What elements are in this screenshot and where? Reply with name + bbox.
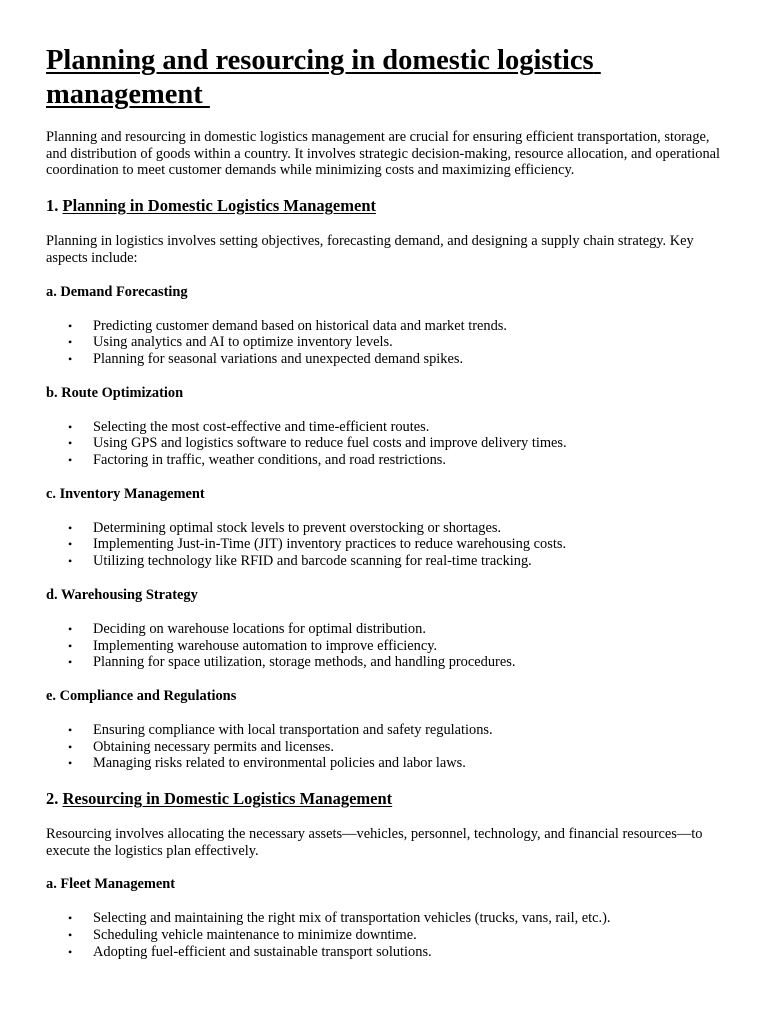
section-number: 2.: [46, 789, 59, 809]
bullet-icon: •: [68, 554, 73, 569]
subsection-heading: a. Demand Forecasting: [46, 283, 188, 300]
bullet-icon: •: [68, 911, 73, 926]
list-item: [46, 638, 722, 655]
list-item-text: Determining optimal stock levels to prevent overstocking or shortages.: [93, 519, 502, 536]
sections-container: [46, 196, 722, 960]
list-item-text: Selecting the most cost-effective and time-efficient routes.: [93, 418, 430, 435]
bullet-list: [46, 722, 722, 772]
list-item: [46, 927, 722, 944]
section-description: Planning in logistics involves setting objectives, forecasting demand, and designing a supply chain strategy. Key aspects include:: [46, 233, 694, 266]
list-item: [46, 536, 722, 553]
list-item: [46, 722, 722, 739]
list-item: [46, 654, 722, 671]
list-item: [46, 739, 722, 756]
list-item: [46, 553, 722, 570]
list-item-text: Managing risks related to environmental policies and labor laws.: [93, 755, 466, 772]
subsection-heading: b. Route Optimization: [46, 384, 184, 401]
list-item-text: Obtaining necessary permits and licenses.: [93, 738, 334, 755]
list-item-text: Implementing Just-in-Time (JIT) inventory practices to reduce warehousing costs.: [93, 536, 567, 553]
subsection-heading: c. Inventory Management: [46, 485, 205, 502]
bullet-icon: •: [68, 335, 73, 350]
list-item-text: Planning for space utilization, storage methods, and handling procedures.: [93, 654, 516, 671]
list-item-text: Using analytics and AI to optimize inventory levels.: [93, 334, 393, 351]
list-item-text: Predicting customer demand based on historical data and market trends.: [93, 317, 508, 334]
list-item: [46, 318, 722, 335]
list-item-text: Scheduling vehicle maintenance to minimize downtime.: [93, 927, 417, 944]
section-description: Resourcing involves allocating the necessary assets—vehicles, personnel, technology, and financial resources—to execute the logistics plan effectively.: [46, 826, 703, 859]
bullet-icon: •: [68, 655, 73, 670]
list-item-text: Selecting and maintaining the right mix of transportation vehicles (trucks, vans, rail, etc.).: [93, 910, 611, 927]
list-item: [46, 910, 722, 927]
list-item-text: Deciding on warehouse locations for optimal distribution.: [93, 620, 426, 637]
list-item: [46, 944, 722, 961]
bullet-icon: •: [68, 351, 73, 366]
section-heading: [46, 789, 722, 809]
bullet-list: [46, 910, 722, 960]
bullet-icon: •: [68, 756, 73, 771]
bullet-list: [46, 419, 722, 469]
bullet-icon: •: [68, 739, 73, 754]
list-item-text: Implementing warehouse automation to improve efficiency.: [93, 637, 438, 654]
section-title: Resourcing in Domestic Logistics Management: [62, 789, 393, 809]
list-item: [46, 621, 722, 638]
bullet-icon: •: [68, 419, 73, 434]
list-item-text: Adopting fuel-efficient and sustainable transport solutions.: [93, 943, 432, 960]
bullet-icon: •: [68, 621, 73, 636]
intro-paragraph: Planning and resourcing in domestic logistics management are crucial for ensuring efficient transportation, storage, and distribution of goods within a country. It involves strategic decision-making, resource allocation, and operational coordination to meet customer demands while minimizing costs and maximizing efficiency.: [46, 129, 721, 179]
list-item-text: Ensuring compliance with local transportation and safety regulations.: [93, 721, 493, 738]
list-item: [46, 334, 722, 351]
document-title: Planning and resourcing in domestic logistics management: [46, 45, 601, 110]
bullet-icon: •: [68, 453, 73, 468]
section-heading: [46, 196, 722, 216]
section-title: Planning in Domestic Logistics Management: [62, 196, 376, 216]
subsection-heading: e. Compliance and Regulations: [46, 687, 237, 704]
bullet-icon: •: [68, 928, 73, 943]
bullet-icon: •: [68, 722, 73, 737]
bullet-list: [46, 520, 722, 570]
bullet-icon: •: [68, 944, 73, 959]
list-item: [46, 351, 722, 368]
bullet-icon: •: [68, 520, 73, 535]
bullet-list: [46, 318, 722, 368]
list-item-text: Planning for seasonal variations and unexpected demand spikes.: [93, 350, 464, 367]
bullet-list: [46, 621, 722, 671]
bullet-icon: •: [68, 318, 73, 333]
list-item-text: Factoring in traffic, weather conditions, and road restrictions.: [93, 452, 446, 469]
list-item: [46, 755, 722, 772]
list-item-text: Using GPS and logistics software to reduce fuel costs and improve delivery times.: [93, 435, 567, 452]
bullet-icon: •: [68, 436, 73, 451]
list-item: [46, 520, 722, 537]
list-item: [46, 419, 722, 436]
list-item: [46, 452, 722, 469]
list-item: [46, 435, 722, 452]
subsection-heading: a. Fleet Management: [46, 876, 176, 893]
list-item-text: Utilizing technology like RFID and barcode scanning for real-time tracking.: [93, 553, 532, 570]
section-number: 1.: [46, 196, 59, 216]
subsection-heading: d. Warehousing Strategy: [46, 586, 198, 603]
bullet-icon: •: [68, 638, 73, 653]
bullet-icon: •: [68, 537, 73, 552]
